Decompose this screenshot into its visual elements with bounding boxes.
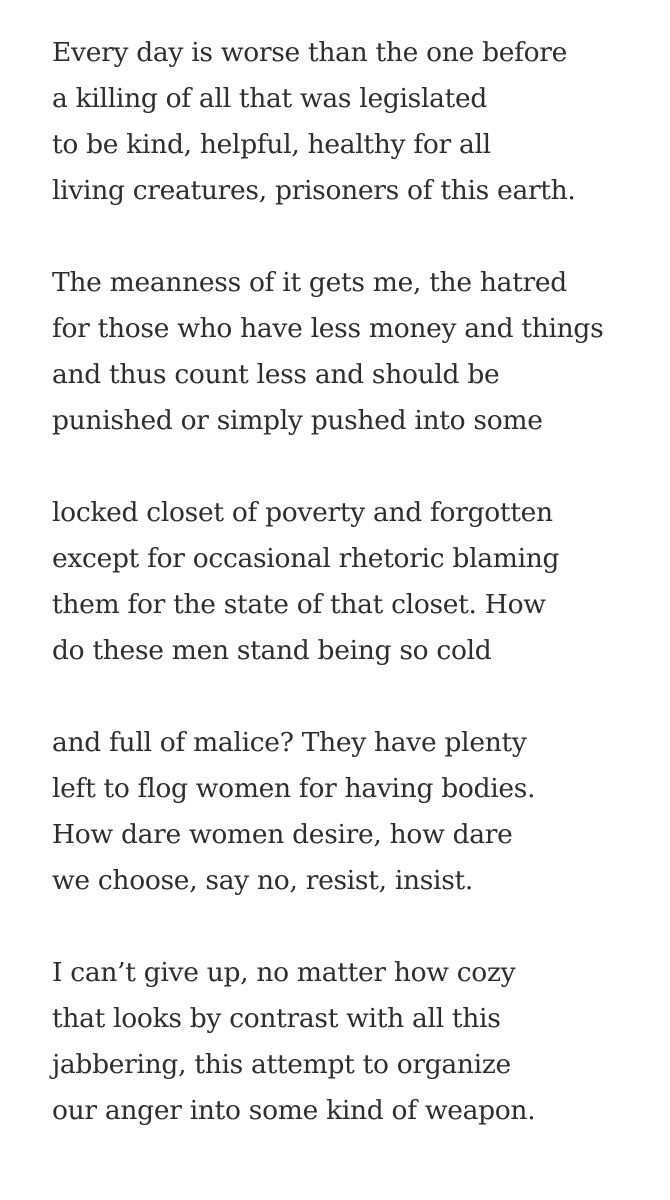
stanza-1 [52, 30, 662, 214]
poem-line: punished or simply pushed into some [52, 405, 543, 436]
poem-line: to be kind, helpful, healthy for all [52, 129, 491, 160]
poem-line: How dare women desire, how dare [52, 819, 513, 850]
poem-line: that looks by contrast with all this [52, 1003, 501, 1034]
poem-body [52, 30, 662, 1134]
stanza-3 [52, 490, 662, 674]
poem-line: them for the state of that closet. How [52, 589, 546, 620]
poem-line: living creatures, prisoners of this earth. [52, 175, 576, 206]
poem-line: for those who have less money and things [52, 313, 604, 344]
poem-line: The meanness of it gets me, the hatred [52, 267, 567, 298]
poem-line: and thus count less and should be [52, 359, 500, 390]
poem-line: we choose, say no, resist, insist. [52, 865, 474, 896]
stanza-4 [52, 720, 662, 904]
poem-line: our anger into some kind of weapon. [52, 1095, 536, 1126]
poem-line: and full of malice? They have plenty [52, 727, 527, 758]
poem-line: jabbering, this attempt to organize [52, 1049, 511, 1080]
poem-line: do these men stand being so cold [52, 635, 492, 666]
stanza-2 [52, 260, 662, 444]
poem-line: a killing of all that was legislated [52, 83, 488, 114]
poem-line: I can’t give up, no matter how cozy [52, 957, 516, 988]
poem-line: Every day is worse than the one before [52, 37, 568, 68]
poem-line: left to flog women for having bodies. [52, 773, 536, 804]
stanza-5 [52, 950, 662, 1134]
poem-line: except for occasional rhetoric blaming [52, 543, 560, 574]
poem-line: locked closet of poverty and forgotten [52, 497, 553, 528]
